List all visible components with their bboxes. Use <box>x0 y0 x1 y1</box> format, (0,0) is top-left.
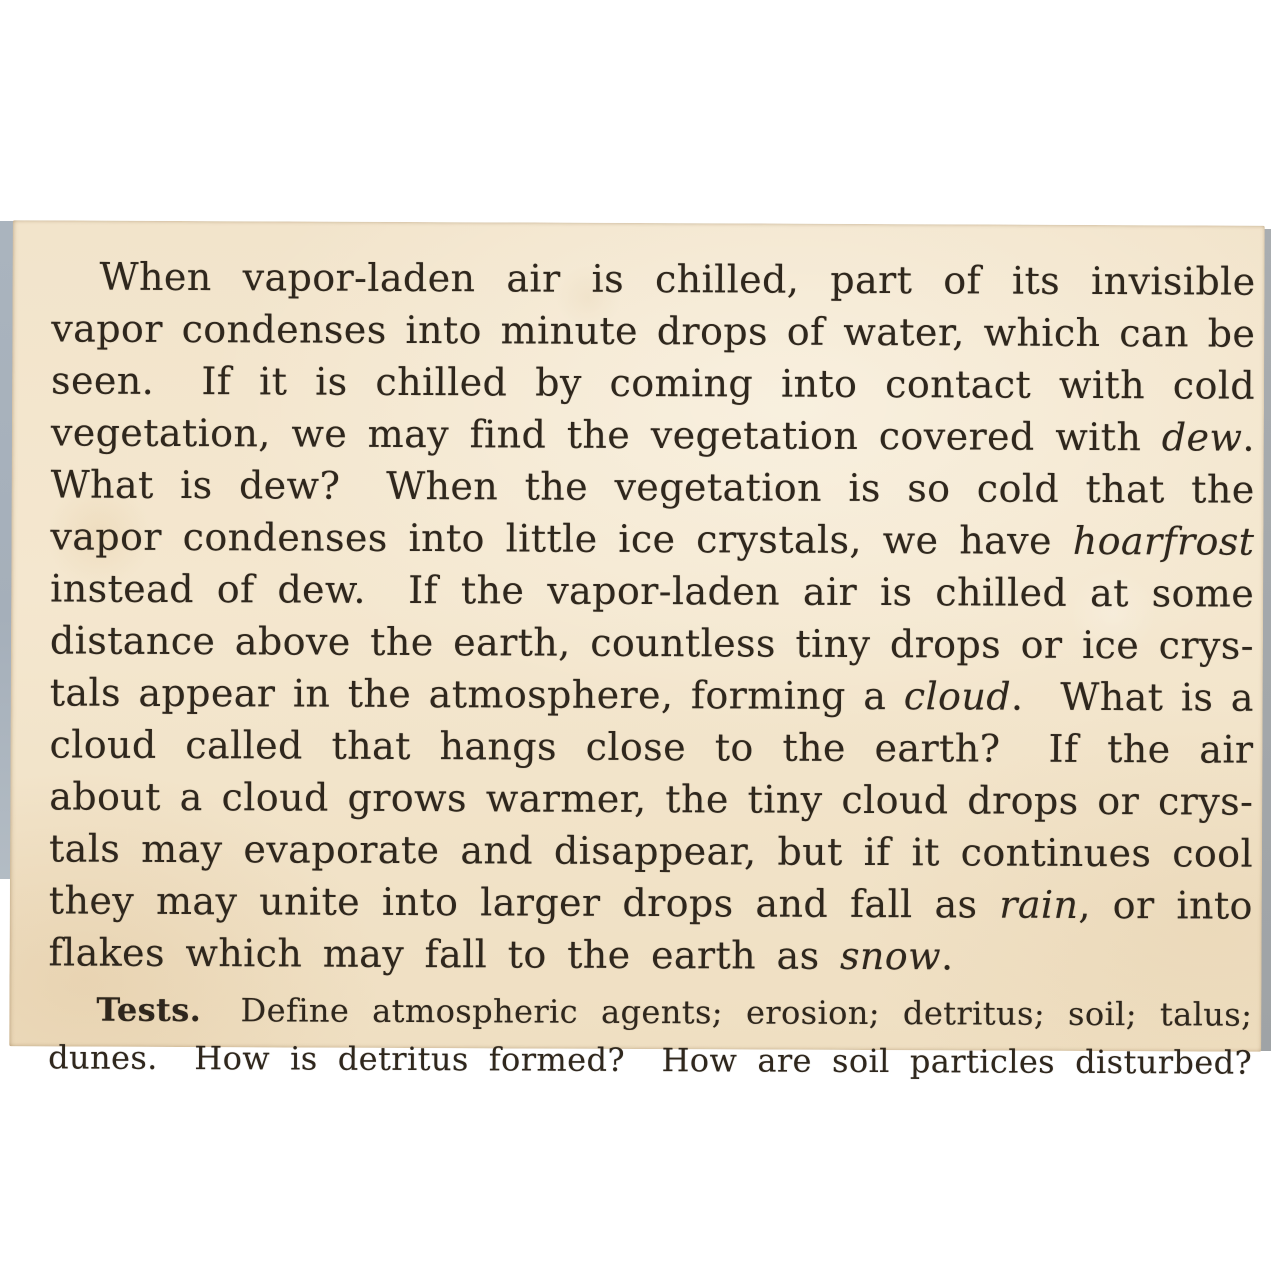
text-run: Define atmospheric agents; erosion; detritus; soil; talus; <box>201 991 1253 1034</box>
text-line <box>49 718 1253 775</box>
text-line <box>50 614 1254 671</box>
body-paragraph <box>49 250 1256 983</box>
text-line <box>50 666 1254 723</box>
text-line <box>49 926 1253 983</box>
text-run: they may unite into larger drops and fall as <box>48 878 1000 927</box>
tests-paragraph <box>48 985 1252 1086</box>
text-line <box>49 770 1253 827</box>
text-line <box>51 458 1255 515</box>
text-run: cloud called that hangs close to the earth? If the air <box>49 722 1254 772</box>
text-line <box>51 302 1255 359</box>
text-run: flakes which may fall to the earth as <box>48 930 841 978</box>
emphasized-text: Tests. <box>96 990 202 1030</box>
emphasized-text: dew <box>1161 415 1243 460</box>
text-run: . What is a <box>1010 674 1254 720</box>
text-run: . <box>1242 415 1255 460</box>
text-run: seen. If it is chilled by coming into contact with cold <box>51 358 1256 408</box>
text-run: vapor condenses into little ice crystals, we have <box>50 514 1073 563</box>
text-run: instead of dew. If the vapor-laden air is chilled at some <box>50 566 1255 616</box>
text-run: vapor condenses into minute drops of water, which can be <box>51 306 1256 356</box>
text-run: about a cloud grows warmer, the tiny cloud drops or crys- <box>49 774 1254 824</box>
text-run: vegetation, we may find the vegetation covered with <box>50 410 1162 460</box>
text-line <box>49 874 1253 931</box>
page-text-block <box>48 250 1256 1086</box>
text-run: tals appear in the atmosphere, forming a <box>49 670 904 719</box>
text-run: When vapor-laden air is chilled, part of its invisible <box>99 254 1256 304</box>
emphasized-text: snow <box>839 933 942 979</box>
emphasized-text: hoarfrost <box>1072 518 1255 564</box>
text-run: dunes. How is detritus formed? How are soil particles disturbed? <box>48 1038 1253 1082</box>
emphasized-text: rain <box>999 882 1079 927</box>
text-line <box>51 250 1255 307</box>
text-line <box>48 985 1252 1038</box>
text-run: distance above the earth, countless tiny drops or ice crys- <box>49 618 1255 668</box>
text-line <box>51 354 1255 411</box>
emphasized-text: cloud <box>903 674 1012 719</box>
text-run: What is dew? When the vegetation is so cold that the <box>50 462 1255 512</box>
text-line <box>51 406 1255 463</box>
text-line <box>48 1033 1252 1086</box>
text-line <box>49 822 1253 879</box>
text-line <box>50 510 1254 567</box>
text-run: tals may evaporate and disappear, but if it continues cool <box>48 826 1254 876</box>
text-line <box>50 562 1254 619</box>
text-run: . <box>940 934 954 979</box>
text-run: , or into <box>1078 882 1253 928</box>
book-page-paper <box>9 220 1265 1082</box>
